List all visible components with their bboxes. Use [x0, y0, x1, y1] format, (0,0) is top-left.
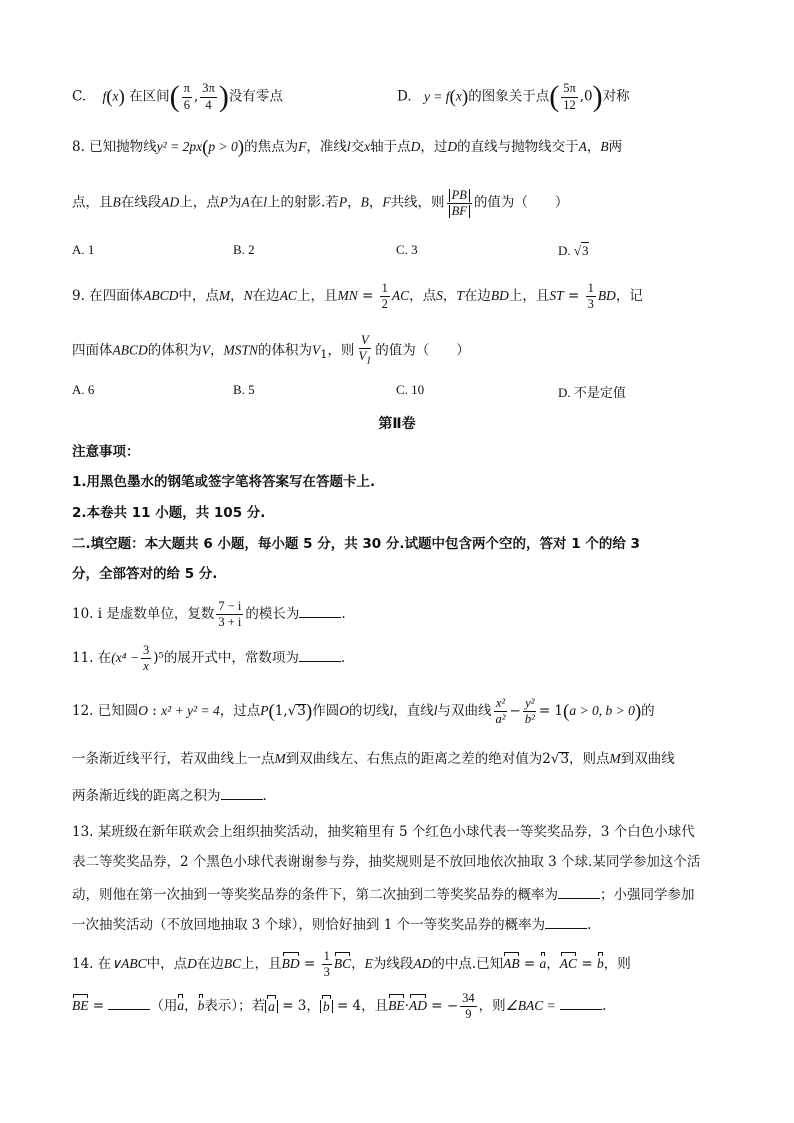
- q14-answer-blank-1[interactable]: [108, 997, 150, 1010]
- q13-answer-blank-2[interactable]: [545, 916, 587, 929]
- option-d-label: D.: [397, 88, 412, 105]
- bd-one-third: $\frac{1}{3}$: [323, 949, 330, 980]
- graph-about-point-text: 的图象关于点: [468, 88, 550, 105]
- notice-1: 1.用黑色墨水的钢笔或签字笔将答案写在答题卡上.: [72, 474, 376, 490]
- notice-heading: 注意事项：: [72, 444, 140, 460]
- option-d: D. y = f(x)的图象关于点( $\frac{5\pi}{12}$ ,0)对称: [397, 80, 630, 113]
- q8-choice-c: C. 3: [396, 242, 418, 257]
- fill-heading-1: 二.填空题：本大题共 6 小题，每小题 5 分，共 30 分.试题中包含两个空的，答对 1 个的给 3: [72, 536, 640, 552]
- option-c-label: C.: [72, 88, 87, 105]
- q9-choice-a: A. 6: [72, 382, 95, 397]
- three-pi-over-4: $\frac{3\pi}{4}$: [202, 81, 215, 112]
- q13-line-2: 表二等奖奖品券，2 个黑色小球代表谢谢参与券，抽奖规则是不放回地依次抽取 3 个球.某同学参加这个活: [72, 854, 701, 870]
- one-half: $\frac{1}{2}$: [381, 281, 388, 312]
- q13-line-1: 13. 某班级在新年联欢会上组织抽奖活动，抽奖箱里有 5 个红色小球代表一等奖奖品券，3 个白色小球代: [72, 824, 695, 840]
- notice-2: 2.本卷共 11 小题，共 105 分.: [72, 505, 266, 521]
- v-over-v1: $\frac{V}{V_1}$: [358, 333, 372, 367]
- complex-fraction: $\frac{7 - i}{3 + i}$: [218, 599, 242, 630]
- one-third: $\frac{1}{3}$: [587, 281, 594, 312]
- q13-line-4: 一次抽奖活动（不放回地抽取 3 个球），则恰好抽到 1 个一等奖奖品券的概率为 .: [72, 917, 592, 933]
- x-var-d: x: [455, 88, 462, 104]
- q13-answer-blank-1[interactable]: [558, 886, 600, 899]
- q8-line-1: 8. 已知抛物线y² = 2px(p > 0)的焦点为F，准线l交x轴于点D，过D的直线与抛物线交于A，B两: [72, 137, 623, 158]
- q11-answer-blank[interactable]: [299, 649, 341, 662]
- y2-over-b2: $\frac{\text{y²}}{\text{b²}}$: [524, 696, 535, 727]
- five-pi-over-12: $\frac{5\pi}{12}$: [563, 81, 576, 112]
- three-over-x: $\frac{3}{x}$: [142, 643, 150, 674]
- q12-answer-blank[interactable]: [221, 787, 263, 800]
- section-title: 第Ⅱ卷: [378, 416, 416, 432]
- symmetric-text: 对称: [602, 88, 630, 105]
- q8-choice-b: B. 2: [233, 242, 255, 257]
- neg-34-over-9: $\frac{34}{9}$: [462, 991, 475, 1022]
- x-var: x: [112, 88, 119, 104]
- q9-choice-b: B. 5: [233, 382, 255, 397]
- pb-over-bf: $\frac{PB}{BF}$: [447, 188, 472, 218]
- fx-symbol: f: [102, 88, 107, 104]
- q8-choice-a: A. 1: [72, 242, 95, 257]
- q9-choice-d: D. 不是定值: [558, 385, 626, 400]
- q12-line-2: 一条渐近线平行，若双曲线上一点M到双曲线左、右焦点的距离之差的绝对值为2√3，则点M到双曲线: [72, 751, 675, 767]
- q10-answer-blank[interactable]: [299, 605, 341, 618]
- pi-over-6: $\frac{\pi}{6}$: [183, 81, 190, 112]
- q10: 10. i 是虚数单位，复数 $\frac{7 - i}{3 + i}$ 的模长为 .: [72, 599, 346, 630]
- zero-coord: ,0: [579, 88, 593, 105]
- q9-line-2: 四面体ABCD的体积为V，MSTN的体积为$V_1$，则 $\frac{V}{V_1}$ 的值为（ ）: [72, 333, 470, 367]
- q8-choice-d: D. √3: [558, 243, 589, 258]
- x2-over-a2: $\frac{\text{x²}}{\text{a²}}$: [495, 696, 506, 727]
- interval-text: 在区间: [129, 88, 170, 105]
- q14-line-2: BE = （用a，b表示）；若 a = 3， b = 4，且BE·AD = − $\frac{34}{9}$ ，则∠BAC = .: [72, 991, 607, 1022]
- fill-heading-2: 分，全部答对的给 5 分.: [72, 566, 218, 582]
- option-c: C. f(x) 在区间( $\frac{\pi}{6}$ , $\frac{3\pi}{4}$ )没有零点: [72, 80, 283, 113]
- q14-answer-blank-2[interactable]: [560, 997, 602, 1010]
- q12-line-1: 12. 已知圆O : x² + y² = 4，过点P(1,√3)作圆O的切线l，直线l与双曲线 $\frac{\text{x²}}{\text{a²}}$ − $\frac{\text{y²}}{\text{b²}}$ = 1(a > 0, b > 0)的: [72, 696, 655, 727]
- no-zero-text: 没有零点: [228, 88, 283, 105]
- q9-line-1: 9. 在四面体ABCD中，点M，N在边AC上，且MN = $\frac{1}{2}$ AC，点S，T在边BD上，且ST = $\frac{1}{3}$ BD，记: [72, 281, 643, 312]
- q13-line-3: 动，则他在第一次抽到一等奖奖品券的条件下，第二次抽到二等奖奖品券的概率为 ；小强同学参加: [72, 887, 695, 903]
- y-eq-f: y = f: [423, 88, 450, 104]
- q9-choice-c: C. 10: [396, 382, 425, 397]
- q12-line-3: 两条渐近线的距离之积为 .: [72, 788, 267, 804]
- q11: 11. 在(x⁴ − $\frac{3}{x}$ )⁵的展开式中，常数项为 .: [72, 643, 346, 674]
- q8-line-2: 点，且B在线段AD上，点P为A在l上的射影.若P，B，F共线，则 $\frac{PB}{BF}$ 的值为（ ）: [72, 187, 569, 219]
- q14-line-1: 14. 在∨ABC中，点D在边BC上，且BD = $\frac{1}{3}$ BC，E为线段AD的中点.已知AB = a，AC = b，则: [72, 949, 631, 980]
